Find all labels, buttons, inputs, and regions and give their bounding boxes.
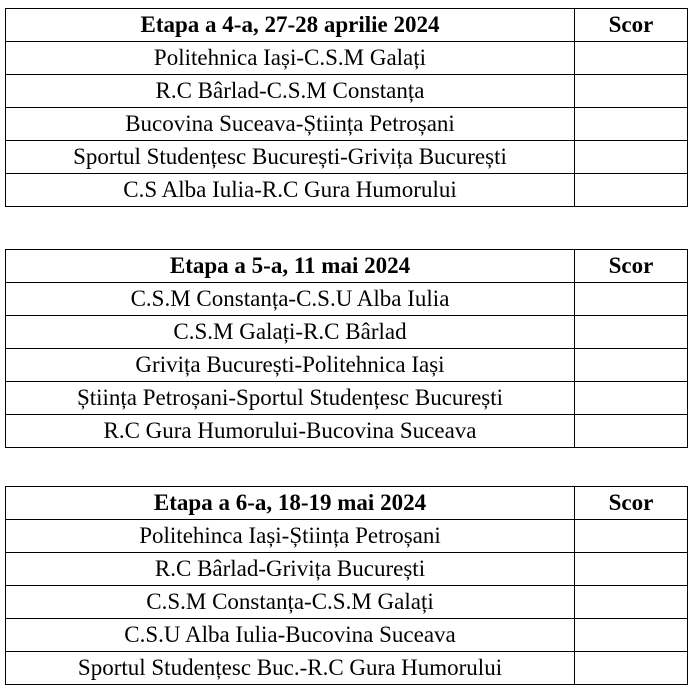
round-header-row — [6, 9, 688, 42]
round-table — [5, 249, 688, 448]
score-header: Scor — [575, 250, 688, 283]
match-cell: Politehnica Iași-C.S.M Galați — [6, 42, 575, 75]
match-cell: Sportul Studențesc București-Grivița București — [6, 141, 575, 174]
score-cell — [575, 108, 688, 141]
score-cell — [575, 174, 688, 207]
match-row — [6, 553, 688, 586]
match-row — [6, 141, 688, 174]
round-header-row — [6, 250, 688, 283]
round-title: Etapa a 4-a, 27-28 aprilie 2024 — [6, 9, 575, 42]
match-row — [6, 316, 688, 349]
round-table — [5, 8, 688, 207]
score-cell — [575, 586, 688, 619]
match-row — [6, 520, 688, 553]
match-row — [6, 382, 688, 415]
score-cell — [575, 42, 688, 75]
match-cell: C.S.M Constanța-C.S.U Alba Iulia — [6, 283, 575, 316]
score-cell — [575, 619, 688, 652]
score-cell — [575, 553, 688, 586]
match-row — [6, 349, 688, 382]
score-cell — [575, 652, 688, 685]
match-row — [6, 415, 688, 448]
score-header: Scor — [575, 487, 688, 520]
round-title: Etapa a 6-a, 18-19 mai 2024 — [6, 487, 575, 520]
score-cell — [575, 75, 688, 108]
match-row — [6, 586, 688, 619]
match-cell: R.C Gura Humorului-Bucovina Suceava — [6, 415, 575, 448]
match-cell: R.C Bârlad-C.S.M Constanța — [6, 75, 575, 108]
match-row — [6, 619, 688, 652]
score-cell — [575, 283, 688, 316]
match-cell: Sportul Studențesc Buc.-R.C Gura Humorului — [6, 652, 575, 685]
score-cell — [575, 415, 688, 448]
match-cell: Știința Petroșani-Sportul Studențesc București — [6, 382, 575, 415]
match-row — [6, 42, 688, 75]
match-cell: R.C Bârlad-Grivița București — [6, 553, 575, 586]
round-table — [5, 486, 688, 685]
round-title: Etapa a 5-a, 11 mai 2024 — [6, 250, 575, 283]
match-row — [6, 174, 688, 207]
score-cell — [575, 382, 688, 415]
match-cell: Politehinca Iași-Știința Petroșani — [6, 520, 575, 553]
match-cell: C.S Alba Iulia-R.C Gura Humorului — [6, 174, 575, 207]
score-cell — [575, 141, 688, 174]
match-cell: C.S.U Alba Iulia-Bucovina Suceava — [6, 619, 575, 652]
match-cell: Grivița București-Politehnica Iași — [6, 349, 575, 382]
match-cell: C.S.M Galați-R.C Bârlad — [6, 316, 575, 349]
score-cell — [575, 349, 688, 382]
score-cell — [575, 520, 688, 553]
match-row — [6, 652, 688, 685]
match-row — [6, 283, 688, 316]
match-cell: C.S.M Constanța-C.S.M Galați — [6, 586, 575, 619]
score-header: Scor — [575, 9, 688, 42]
match-row — [6, 75, 688, 108]
round-header-row — [6, 487, 688, 520]
match-cell: Bucovina Suceava-Știința Petroșani — [6, 108, 575, 141]
score-cell — [575, 316, 688, 349]
match-row — [6, 108, 688, 141]
